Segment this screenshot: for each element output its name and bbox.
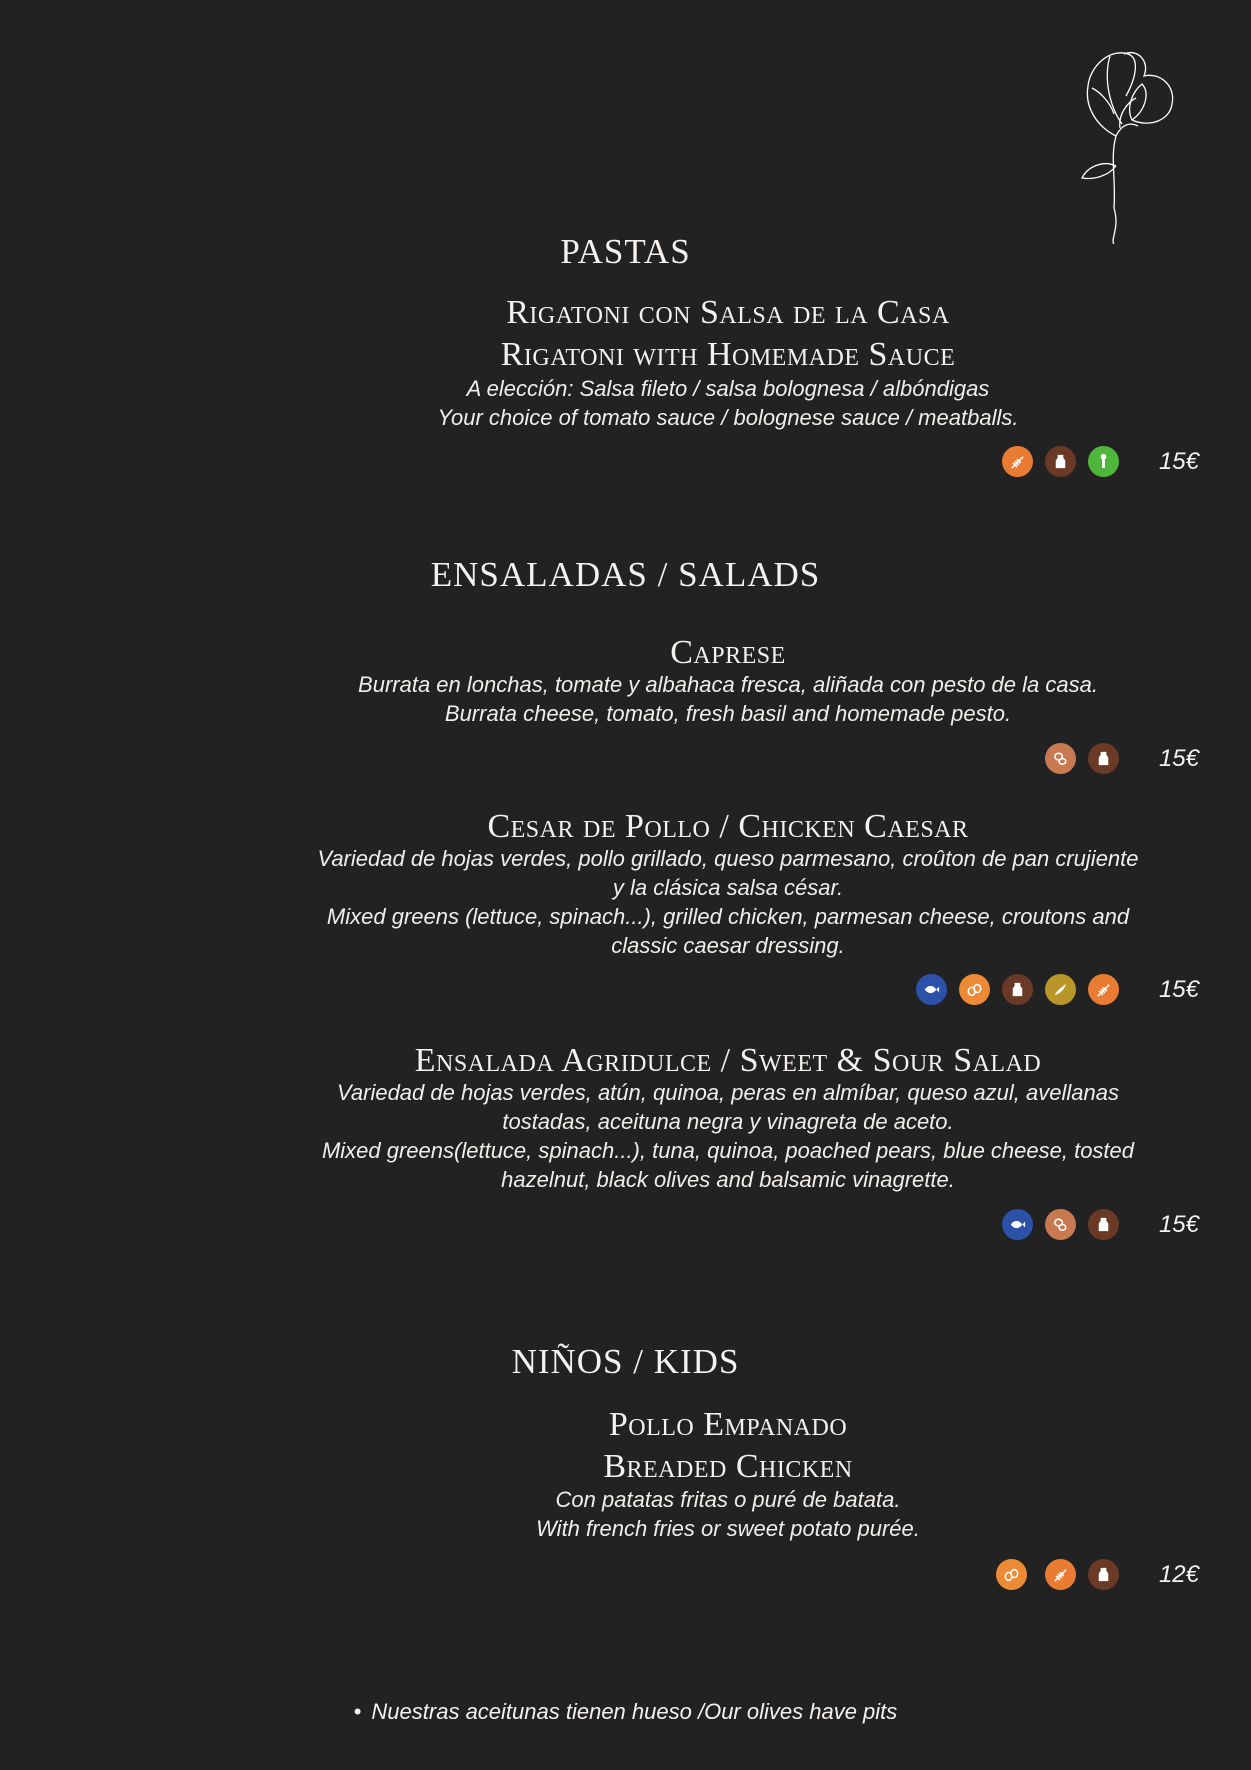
dish-name-es: Rigatoni con Salsa de la Casa xyxy=(506,294,950,331)
egg-icon xyxy=(996,1559,1027,1590)
price: 15€ xyxy=(1158,1210,1199,1238)
dish-name-en: Rigatoni with Homemade Sauce xyxy=(500,336,956,373)
milk-jug-icon xyxy=(1088,1559,1119,1590)
dish-description-en: hazelnut, black olives and balsamic vinagrette. xyxy=(501,1167,955,1192)
wheat-icon xyxy=(1088,974,1119,1005)
dish-description-es: Variedad de hojas verdes, atún, quinoa, peras en almíbar, queso azul, avellanas xyxy=(337,1080,1119,1105)
dish-description-en: Mixed greens(lettuce, spinach...), tuna, quinoa, poached pears, blue cheese, tosted xyxy=(321,1138,1135,1163)
celery-icon xyxy=(1088,446,1119,477)
dish-name: Cesar de Pollo / Chicken Caesar xyxy=(487,808,969,845)
allergen-row xyxy=(916,974,1199,1005)
dish-name-es: Pollo Empanado xyxy=(608,1406,848,1443)
allergen-row xyxy=(1045,743,1199,774)
milk-jug-icon xyxy=(1002,974,1033,1005)
dish-description-en: Mixed greens (lettuce, spinach...), grilled chicken, parmesan cheese, croutons and xyxy=(326,904,1130,929)
dish-description-es: Variedad de hojas verdes, pollo grillado, queso parmesano, croûton de pan crujiente xyxy=(317,846,1139,871)
egg-icon xyxy=(959,974,990,1005)
fish-icon xyxy=(916,974,947,1005)
price: 15€ xyxy=(1158,744,1199,772)
wheat-icon xyxy=(1045,1559,1076,1590)
price: 15€ xyxy=(1158,447,1199,475)
milk-jug-icon xyxy=(1088,1209,1119,1240)
footer-note-text: Nuestras aceitunas tienen hueso /Our olives have pits xyxy=(371,1699,898,1724)
footer-note xyxy=(0,1699,1251,1725)
dish-description-es: Con patatas fritas o puré de batata. xyxy=(555,1487,901,1512)
dish-name-en: Breaded Chicken xyxy=(603,1448,853,1485)
dish-description-es: tostadas, aceituna negra y vinagreta de aceto. xyxy=(502,1109,954,1134)
dish-description-es: A elección: Salsa fileto / salsa bolognesa / albóndigas xyxy=(466,376,990,401)
dish-description-es: y la clásica salsa césar. xyxy=(612,875,844,900)
dish-description-en: With french fries or sweet potato purée. xyxy=(536,1516,920,1541)
allergen-row xyxy=(996,1559,1199,1590)
fish-icon xyxy=(1002,1209,1033,1240)
dish-description-es: Burrata en lonchas, tomate y albahaca fresca, aliñada con pesto de la casa. xyxy=(358,672,1098,697)
price: 15€ xyxy=(1158,975,1199,1003)
flower-illustration xyxy=(1080,48,1180,244)
milk-jug-icon xyxy=(1088,743,1119,774)
section-title-salads: ENSALADAS / SALADS xyxy=(430,555,821,594)
section-title-kids: NIÑOS / KIDS xyxy=(511,1342,740,1381)
nuts-icon xyxy=(1045,743,1076,774)
milk-jug-icon xyxy=(1045,446,1076,477)
bullet: • xyxy=(353,1699,362,1724)
nuts-icon xyxy=(1045,1209,1076,1240)
wheat-icon xyxy=(1002,446,1033,477)
dish-description-en: Your choice of tomato sauce / bolognese sauce / meatballs. xyxy=(437,405,1019,430)
dish-description-en: classic caesar dressing. xyxy=(611,933,845,958)
dish-name: Ensalada Agridulce / Sweet & Sour Salad xyxy=(414,1042,1042,1079)
dish-description-en: Burrata cheese, tomato, fresh basil and homemade pesto. xyxy=(444,701,1012,726)
section-title-pastas: PASTAS xyxy=(560,232,691,271)
mustard-icon xyxy=(1045,974,1076,1005)
dish-name: Caprese xyxy=(670,634,786,671)
allergen-row xyxy=(1002,1209,1199,1240)
allergen-row xyxy=(1002,446,1199,477)
price: 12€ xyxy=(1158,1560,1199,1588)
